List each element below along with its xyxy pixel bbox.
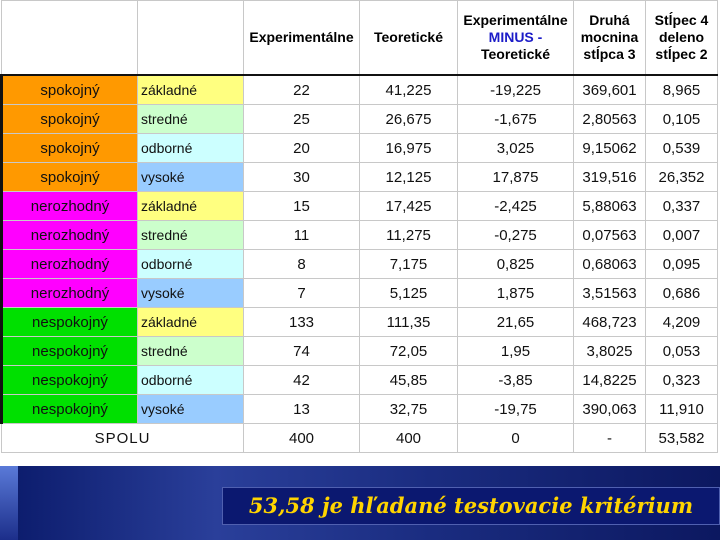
cell-squared: 14,8225 xyxy=(574,366,646,395)
cell-difference: 0,825 xyxy=(458,250,574,279)
cell-experimental: 30 xyxy=(244,163,360,192)
cell-education: základné xyxy=(138,75,244,105)
table-row xyxy=(2,192,718,221)
cell-education: stredné xyxy=(138,337,244,366)
cell-difference: -0,275 xyxy=(458,221,574,250)
cell-education: vysoké xyxy=(138,395,244,424)
cell-education: základné xyxy=(138,192,244,221)
cell-satisfaction: nespokojný xyxy=(2,308,138,337)
header-blank-satisfaction xyxy=(2,1,138,76)
cell-difference: -3,85 xyxy=(458,366,574,395)
total-divided: 53,582 xyxy=(646,424,718,453)
cell-education: vysoké xyxy=(138,163,244,192)
cell-difference: 1,875 xyxy=(458,279,574,308)
cell-theoretical: 72,05 xyxy=(360,337,458,366)
cell-divided: 0,053 xyxy=(646,337,718,366)
header-divided-line3: stĺpec 2 xyxy=(655,46,708,62)
cell-satisfaction: nespokojný xyxy=(2,395,138,424)
cell-experimental: 8 xyxy=(244,250,360,279)
cell-experimental: 20 xyxy=(244,134,360,163)
cell-theoretical: 17,425 xyxy=(360,192,458,221)
cell-divided: 0,686 xyxy=(646,279,718,308)
cell-theoretical: 12,125 xyxy=(360,163,458,192)
cell-experimental: 13 xyxy=(244,395,360,424)
cell-divided: 8,965 xyxy=(646,75,718,105)
table-row xyxy=(2,337,718,366)
cell-squared: 9,15062 xyxy=(574,134,646,163)
table-row xyxy=(2,163,718,192)
cell-squared: 3,8025 xyxy=(574,337,646,366)
cell-divided: 0,007 xyxy=(646,221,718,250)
cell-education: odborné xyxy=(138,366,244,395)
cell-satisfaction: nerozhodný xyxy=(2,279,138,308)
cell-satisfaction: nerozhodný xyxy=(2,221,138,250)
cell-satisfaction: nerozhodný xyxy=(2,250,138,279)
total-row xyxy=(2,424,718,453)
cell-experimental: 22 xyxy=(244,75,360,105)
cell-experimental: 11 xyxy=(244,221,360,250)
total-experimental: 400 xyxy=(244,424,360,453)
table-row xyxy=(2,250,718,279)
table-row xyxy=(2,134,718,163)
cell-difference: -2,425 xyxy=(458,192,574,221)
cell-difference: -19,225 xyxy=(458,75,574,105)
table-row xyxy=(2,75,718,105)
cell-squared: 0,68063 xyxy=(574,250,646,279)
cell-satisfaction: nespokojný xyxy=(2,366,138,395)
header-squared-line2: mocnina xyxy=(580,29,639,45)
cell-satisfaction: nerozhodný xyxy=(2,192,138,221)
header-experimental: Experimentálne xyxy=(244,1,360,76)
cell-satisfaction: spokojný xyxy=(2,163,138,192)
total-difference: 0 xyxy=(458,424,574,453)
cell-theoretical: 111,35 xyxy=(360,308,458,337)
cell-squared: 3,51563 xyxy=(574,279,646,308)
cell-divided: 0,337 xyxy=(646,192,718,221)
cell-satisfaction: spokojný xyxy=(2,134,138,163)
cell-satisfaction: spokojný xyxy=(2,75,138,105)
cell-difference: 21,65 xyxy=(458,308,574,337)
header-difference-line3: Teoretické xyxy=(481,46,550,62)
cell-divided: 0,323 xyxy=(646,366,718,395)
header-squared xyxy=(574,1,646,76)
table-row xyxy=(2,221,718,250)
total-label: SPOLU xyxy=(2,424,244,453)
cell-experimental: 42 xyxy=(244,366,360,395)
banner-stripe xyxy=(0,466,18,540)
cell-divided: 0,095 xyxy=(646,250,718,279)
cell-theoretical: 5,125 xyxy=(360,279,458,308)
table-row xyxy=(2,105,718,134)
cell-education: odborné xyxy=(138,134,244,163)
table-row xyxy=(2,279,718,308)
cell-experimental: 133 xyxy=(244,308,360,337)
cell-difference: -19,75 xyxy=(458,395,574,424)
header-difference xyxy=(458,1,574,76)
cell-theoretical: 32,75 xyxy=(360,395,458,424)
cell-experimental: 74 xyxy=(244,337,360,366)
header-squared-line1: Druhá xyxy=(589,12,630,28)
header-row xyxy=(2,1,718,76)
header-squared-line3: stĺpca 3 xyxy=(583,46,636,62)
cell-divided: 26,352 xyxy=(646,163,718,192)
cell-difference: 1,95 xyxy=(458,337,574,366)
cell-experimental: 25 xyxy=(244,105,360,134)
cell-difference: 17,875 xyxy=(458,163,574,192)
cell-education: odborné xyxy=(138,250,244,279)
header-difference-line1: Experimentálne xyxy=(463,12,568,28)
cell-squared: 390,063 xyxy=(574,395,646,424)
result-caption: 53,58 je hľadané testovacie kritérium xyxy=(222,487,720,525)
header-blank-education xyxy=(138,1,244,76)
cell-experimental: 7 xyxy=(244,279,360,308)
cell-squared: 468,723 xyxy=(574,308,646,337)
cell-theoretical: 11,275 xyxy=(360,221,458,250)
cell-squared: 5,88063 xyxy=(574,192,646,221)
cell-squared: 2,80563 xyxy=(574,105,646,134)
cell-divided: 0,539 xyxy=(646,134,718,163)
total-squared: - xyxy=(574,424,646,453)
cell-experimental: 15 xyxy=(244,192,360,221)
cell-theoretical: 26,675 xyxy=(360,105,458,134)
header-theoretical: Teoretické xyxy=(360,1,458,76)
cell-divided: 0,105 xyxy=(646,105,718,134)
cell-difference: 3,025 xyxy=(458,134,574,163)
header-divided xyxy=(646,1,718,76)
cell-theoretical: 41,225 xyxy=(360,75,458,105)
header-divided-line2: deleno xyxy=(658,29,705,45)
header-difference-line2: MINUS - xyxy=(488,29,543,45)
cell-divided: 11,910 xyxy=(646,395,718,424)
cell-divided: 4,209 xyxy=(646,308,718,337)
total-theoretical: 400 xyxy=(360,424,458,453)
cell-satisfaction: spokojný xyxy=(2,105,138,134)
cell-squared: 0,07563 xyxy=(574,221,646,250)
cell-squared: 369,601 xyxy=(574,75,646,105)
cell-education: stredné xyxy=(138,221,244,250)
table-row xyxy=(2,366,718,395)
cell-squared: 319,516 xyxy=(574,163,646,192)
cell-theoretical: 7,175 xyxy=(360,250,458,279)
cell-education: základné xyxy=(138,308,244,337)
table-row xyxy=(2,395,718,424)
cell-difference: -1,675 xyxy=(458,105,574,134)
cell-theoretical: 45,85 xyxy=(360,366,458,395)
cell-satisfaction: nespokojný xyxy=(2,337,138,366)
cell-theoretical: 16,975 xyxy=(360,134,458,163)
cell-education: stredné xyxy=(138,105,244,134)
header-divided-line1: Stĺpec 4 xyxy=(654,12,709,28)
table-row xyxy=(2,308,718,337)
cell-education: vysoké xyxy=(138,279,244,308)
